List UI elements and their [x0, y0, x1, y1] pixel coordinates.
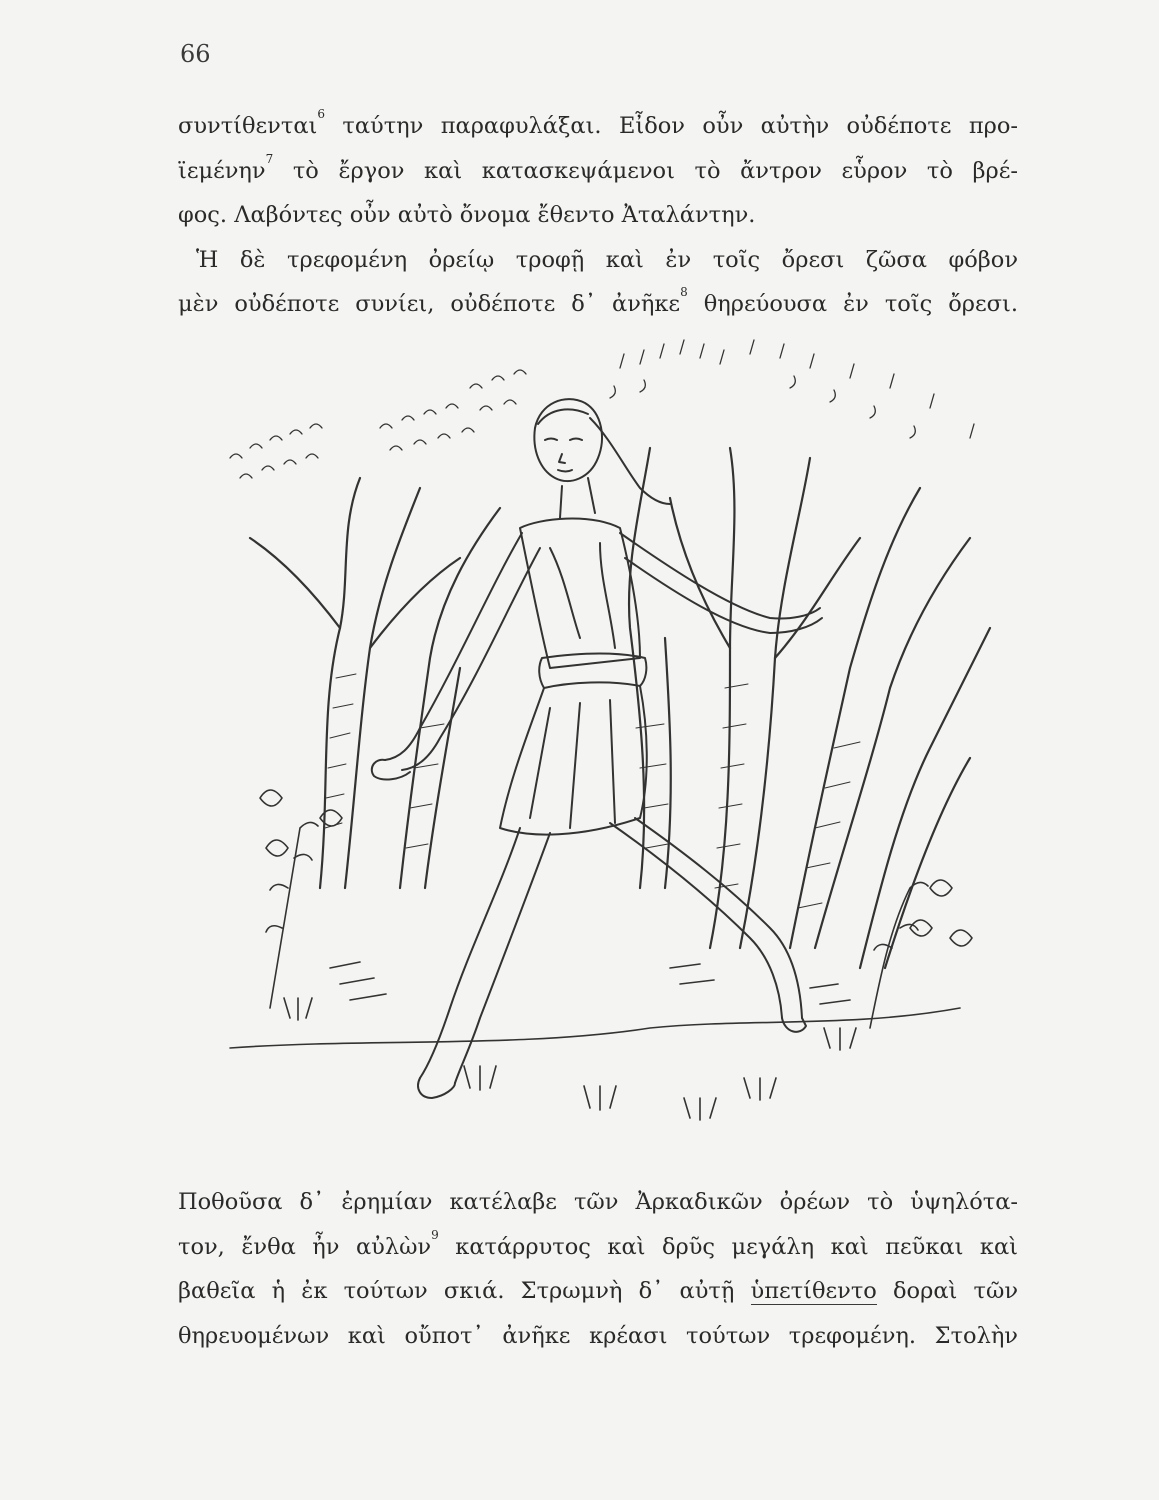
text-line: θηρευομένων καὶ οὔποτ᾽ ἀνῆκε κρέασι τούτων τρεφομένη. Στολὴν — [178, 1322, 1018, 1349]
text-line: μὲν οὐδέποτε συνίει, οὐδέποτε δ᾽ ἀνῆκε$^8$ θηρεύουσα ἐν τοῖς ὄρεσι. — [178, 285, 1018, 317]
text-line: ϊεμένην$^7$ τὸ ἔργον καὶ κατασκεψάμενοι τὸ ἄντρον εὗρον τὸ βρέ- — [178, 151, 1018, 184]
text-line: συντίθενται$^6$ ταύτην παραφυλάξαι. Εἶδον οὖν αὐτὴν οὐδέποτε προ- — [178, 107, 1018, 139]
trunk-hatching — [325, 674, 860, 908]
footnote-ref: 7 — [265, 151, 274, 166]
text-line: Ποθοῦσα δ᾽ ἐρημίαν κατέλαβε τῶν Ἀρκαδικῶν ὀρέων τὸ ὑψηλότα- — [178, 1189, 1018, 1215]
text-line: φος. Λαβόντες οὖν αὐτὸ ὄνομα ἔθεντο Ἀταλάντην. — [178, 202, 756, 228]
bottom-paragraph — [178, 1180, 1018, 1358]
illustration-atalanta — [170, 328, 1010, 1148]
tree-trunks — [250, 448, 990, 968]
footnote-ref: 9 — [431, 1227, 439, 1242]
text-line: τον, ἔνθα ἦν αὐλὼν$^9$ κατάρρυτος καὶ δρῦς μεγάλη καὶ πεῦκαι καὶ — [178, 1227, 1019, 1260]
top-paragraph — [178, 104, 1018, 327]
page-number: 66 — [180, 40, 211, 68]
text-line: βαθεῖα ἡ ἐκ τούτων σκιά. Στρωμνὴ δ᾽ αὐτῇ ὑπετίθεντο δοραὶ τῶν — [178, 1278, 1019, 1304]
text-line: Ἡ δὲ τρεφομένη ὀρείῳ τροφῇ καὶ ἐν τοῖς ὄρεσι ζῶσα φόβον — [196, 246, 1018, 273]
atalanta-figure — [372, 399, 822, 1098]
footnote-ref: 8 — [680, 285, 688, 299]
underlined-word: ὑπετίθεντο — [750, 1278, 877, 1304]
forest-drawing — [170, 328, 1010, 1148]
foliage — [230, 340, 974, 478]
footnote-ref: 6 — [317, 107, 325, 121]
shrubs-and-grass — [230, 790, 972, 1120]
